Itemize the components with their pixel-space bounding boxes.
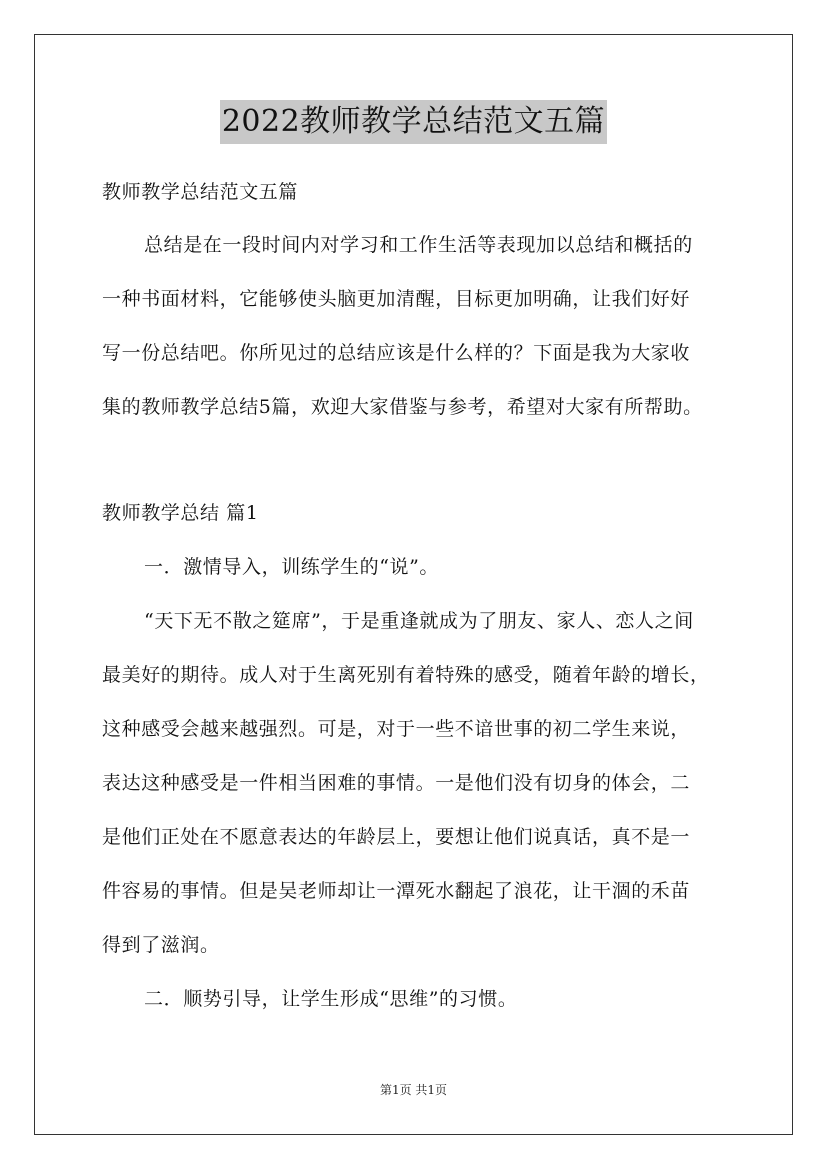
subtitle: 教师教学总结范文五篇 <box>102 181 299 203</box>
body-line: 最美好的期待。成人对于生离死别有着特殊的感受，随着年龄的增长， <box>102 664 710 686</box>
body-line: 表达这种感受是一件相当困难的事情。一是他们没有切身的体会，二 <box>102 772 691 794</box>
body-line: 是他们正处在不愿意表达的年龄层上，要想让他们说真话，真不是一 <box>102 826 691 848</box>
body-line: “天下无不散之筵席”，于是重逢就成为了朋友、家人、恋人之间 <box>144 610 694 632</box>
intro-line: 一种书面材料，它能够使头脑更加清醒，目标更加明确，让我们好好 <box>102 288 691 310</box>
section-heading: 教师教学总结 篇1 <box>102 502 259 524</box>
body-line: 件容易的事情。但是吴老师却让一潭死水翻起了浪花，让干涸的禾苗 <box>102 880 691 902</box>
title-container <box>0 100 827 144</box>
document-body <box>102 172 742 1013</box>
point-two-heading: 二．顺势引导，让学生形成“思维”的习惯。 <box>144 988 518 1010</box>
intro-line: 写一份总结吧。你所见过的总结应该是什么样的？下面是我为大家收 <box>102 342 691 364</box>
body-line: 得到了滋润。 <box>102 934 220 956</box>
document-title: 2022教师教学总结范文五篇 <box>220 100 607 144</box>
body-line: 这种感受会越来越强烈。可是，对于一些不谙世事的初二学生来说， <box>102 718 691 740</box>
point-one-heading: 一．激情导入，训练学生的“说”。 <box>144 556 440 578</box>
page-footer: 第1页 共1页 <box>379 1083 448 1097</box>
intro-line: 总结是在一段时间内对学习和工作生活等表现加以总结和概括的 <box>144 234 693 256</box>
intro-line: 集的教师教学总结5篇，欢迎大家借鉴与参考，希望对大家有所帮助。 <box>102 396 703 418</box>
